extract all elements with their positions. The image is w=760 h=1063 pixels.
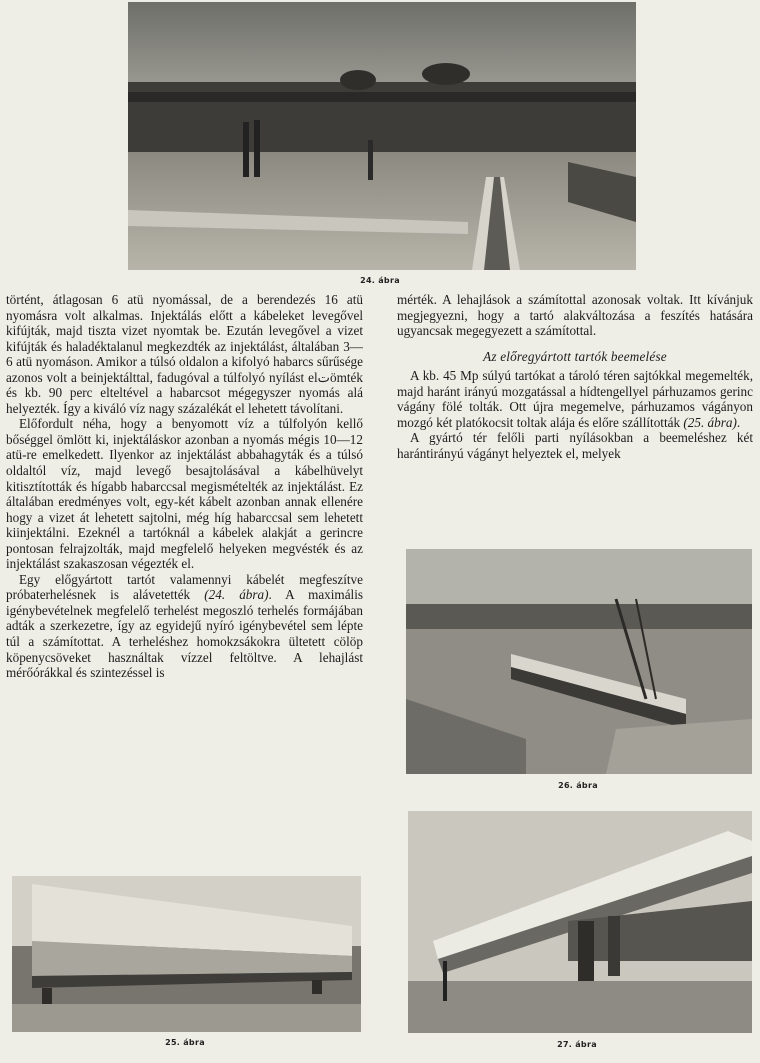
- figure-24-reference: (24. ábra): [204, 587, 269, 603]
- right-paragraph-1: mérték. A lehajlások a számítottal azonosak voltak. Itt kívánjuk megjegyezni, hogy a tartó alakváltozása a feszítés hatására ugyancsak megegyezett a számítottal.: [397, 292, 753, 339]
- figure-27-caption: 27. ábra: [557, 1040, 597, 1049]
- left-paragraph-3-text-a: Egy előgyártott tartót valamennyi kábelét megfeszítve próbaterhelésnek is alávetették: [6, 571, 363, 603]
- left-paragraph-1: történt, átlagosan 6 atü nyomással, de a berendezés 16 atü nyomásra volt alkalmas. Injektálás előtt a kábeleket levegővel kifújták, majd tiszta vizet nyomtak be. Ezután levegővel a vizet kifújták és haladéktalanul megkezdték az injektálást, általában 3—6 atü nyomáson. Amikor a túlsó oldalon a kifolyó habarcs sűrűsége azonos volt a beinjektálttal, fadugóval a túlfolyó nyílást elتömték és kb. 90 perc elteltével a habarcsot mégegyszer nyomás alá helyezték. Így a kiváló víz nagy százalékát el lehetett távolítani.: [6, 292, 363, 416]
- left-paragraph-3: [6, 572, 363, 681]
- section-heading: Az előregyártott tartók beemelése: [483, 348, 667, 364]
- right-paragraph-2: [397, 368, 753, 430]
- right-column: [397, 292, 753, 461]
- figure-24-photo: [128, 2, 636, 270]
- figure-24-caption: 24. ábra: [360, 276, 400, 285]
- right-paragraph-2-text-b: .: [736, 414, 741, 430]
- figure-26-photo: [406, 549, 752, 774]
- figure-26-caption: 26. ábra: [558, 781, 598, 790]
- right-paragraph-3: A gyártó tér felőli parti nyílásokban a beemeléshez két harántirányú vágányt helyeztek el, melyek: [397, 430, 753, 461]
- figure-27-photo: [408, 811, 752, 1033]
- figure-25-caption: 25. ábra: [165, 1038, 205, 1047]
- right-paragraph-2-text-a: A kb. 45 Mp súlyú tartókat a tároló téren sajtókkal megemelték, majd haránt irányú mozgatással a hídtengellyel párhuzamos gerinc vágány fölé tolták. Ott újra megemelve, párhuzamos vágányon mozgó két platókocsit toltak alája és előre szállították: [397, 368, 753, 430]
- figure-25-photo: [12, 876, 361, 1032]
- figure-25-reference: (25. ábra): [683, 414, 737, 430]
- left-paragraph-3-text-b: . A maximális igénybevételnek megfelelő terhelést megoszló terhelés formájában adták a szerkezetre, így az egyidejű nyíró igénybevétel sem lépte túl a számítottat. A terheléshez homokzsákokra ültetett cölöp köpenycsöveket használtak vízzel feltöltve. A lehajlást mérőórákkal és szintezéssel is: [6, 587, 364, 681]
- left-column: [6, 292, 363, 681]
- left-paragraph-2: Előfordult néha, hogy a benyomott víz a túlfolyón kellő bőséggel ömlött ki, injektáláskor azonban a nyomás mégis 10—12 atü-re emelkedett. Ilyenkor az injektálást abbahagyták és a túlsó oldaltól víz, majd levegő besajtolásával a kábelhüvelyt kitisztították és hígabb habarccsal megismételték az injektálást. Ez általában eredményes volt, egy-két kábelt azonban annak ellenére hogy a vizet át lehetett sajtolni, még híg habarccsal sem lehetett kiinjektálni. Ezeknél a tartóknál a kábelek alakját a gerincre pontosan felrajzolták, majd megfelelő helyeken megvésték és az injektálást szakaszosan végezték el.: [6, 416, 363, 572]
